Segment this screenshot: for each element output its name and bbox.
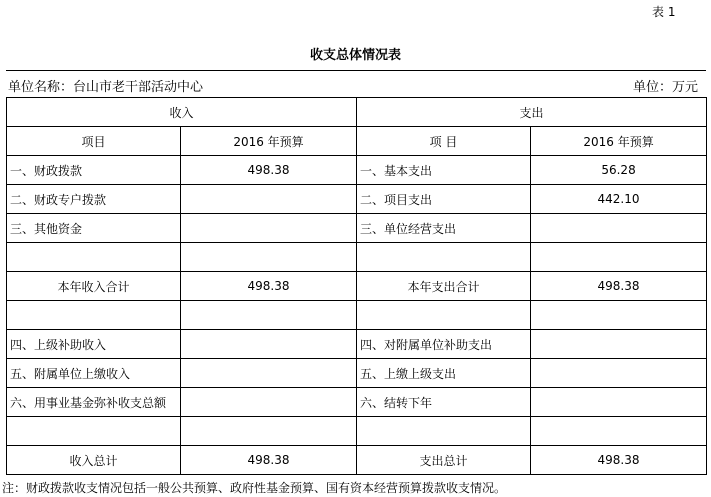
income-header: 收入	[7, 98, 357, 127]
page-title: 收支总体情况表	[309, 48, 401, 63]
unit-row	[6, 70, 706, 97]
expense-value-cell	[531, 243, 707, 272]
expense-value-cell: 56.28	[531, 156, 707, 185]
expense-item-cell	[357, 301, 531, 330]
income-item-cell: 三、其他资金	[7, 214, 181, 243]
income-item-cell: 本年收入合计	[7, 272, 181, 301]
income-value-cell	[181, 330, 357, 359]
income-item-cell	[7, 243, 181, 272]
income-item-cell: 一、财政拨款	[7, 156, 181, 185]
expense-item-cell: 三、单位经营支出	[357, 214, 531, 243]
table-row	[7, 214, 707, 243]
table-row	[7, 359, 707, 388]
column-header-row	[7, 127, 707, 156]
expense-item-cell: 本年支出合计	[357, 272, 531, 301]
table-body	[7, 156, 707, 475]
organization-name: 单位名称：台山市老干部活动中心	[8, 80, 204, 95]
expense-value-cell	[531, 330, 707, 359]
expense-budget-header: 2016 年预算	[531, 127, 707, 156]
budget-table	[6, 97, 707, 475]
section-header-row	[7, 98, 707, 127]
expense-value-cell	[531, 214, 707, 243]
income-value-cell	[181, 301, 357, 330]
expense-item-cell: 二、项目支出	[357, 185, 531, 214]
table-number: 表 1	[652, 5, 676, 19]
expense-item-cell	[357, 243, 531, 272]
currency-unit: 单位：万元	[632, 80, 698, 95]
expense-header: 支出	[357, 98, 707, 127]
table-row	[7, 156, 707, 185]
income-value-cell	[181, 185, 357, 214]
expense-value-cell: 442.10	[531, 185, 707, 214]
footnote: 注：财政拨款收支情况包括一般公共预算、政府性基金预算、国有资本经营预算拨款收支情况。	[2, 481, 507, 495]
income-item-cell	[7, 417, 181, 446]
table-row	[7, 272, 707, 301]
expense-item-cell: 支出总计	[357, 446, 531, 475]
expense-value-cell	[531, 301, 707, 330]
table-row	[7, 388, 707, 417]
expense-item-cell: 一、基本支出	[357, 156, 531, 185]
income-item-cell: 五、附属单位上缴收入	[7, 359, 181, 388]
expense-item-cell	[357, 417, 531, 446]
table-row	[7, 446, 707, 475]
income-value-cell	[181, 214, 357, 243]
income-item-cell: 四、上级补助收入	[7, 330, 181, 359]
table-row	[7, 417, 707, 446]
income-value-cell	[181, 243, 357, 272]
expense-value-cell: 498.38	[531, 446, 707, 475]
expense-item-cell: 五、上缴上级支出	[357, 359, 531, 388]
table-row	[7, 301, 707, 330]
expense-value-cell	[531, 388, 707, 417]
income-value-cell: 498.38	[181, 272, 357, 301]
expense-value-cell: 498.38	[531, 272, 707, 301]
income-value-cell	[181, 388, 357, 417]
expense-item-header: 项 目	[357, 127, 531, 156]
income-item-header: 项目	[7, 127, 181, 156]
expense-value-cell	[531, 417, 707, 446]
income-item-cell: 收入总计	[7, 446, 181, 475]
table-row	[7, 330, 707, 359]
income-value-cell	[181, 417, 357, 446]
income-value-cell: 498.38	[181, 446, 357, 475]
income-budget-header: 2016 年预算	[181, 127, 357, 156]
expense-item-cell: 四、对附属单位补助支出	[357, 330, 531, 359]
table-row	[7, 243, 707, 272]
income-value-cell: 498.38	[181, 156, 357, 185]
income-item-cell: 六、用事业基金弥补收支总额	[7, 388, 181, 417]
expense-item-cell: 六、结转下年	[357, 388, 531, 417]
income-value-cell	[181, 359, 357, 388]
income-item-cell	[7, 301, 181, 330]
table-row	[7, 185, 707, 214]
income-item-cell: 二、财政专户拨款	[7, 185, 181, 214]
expense-value-cell	[531, 359, 707, 388]
